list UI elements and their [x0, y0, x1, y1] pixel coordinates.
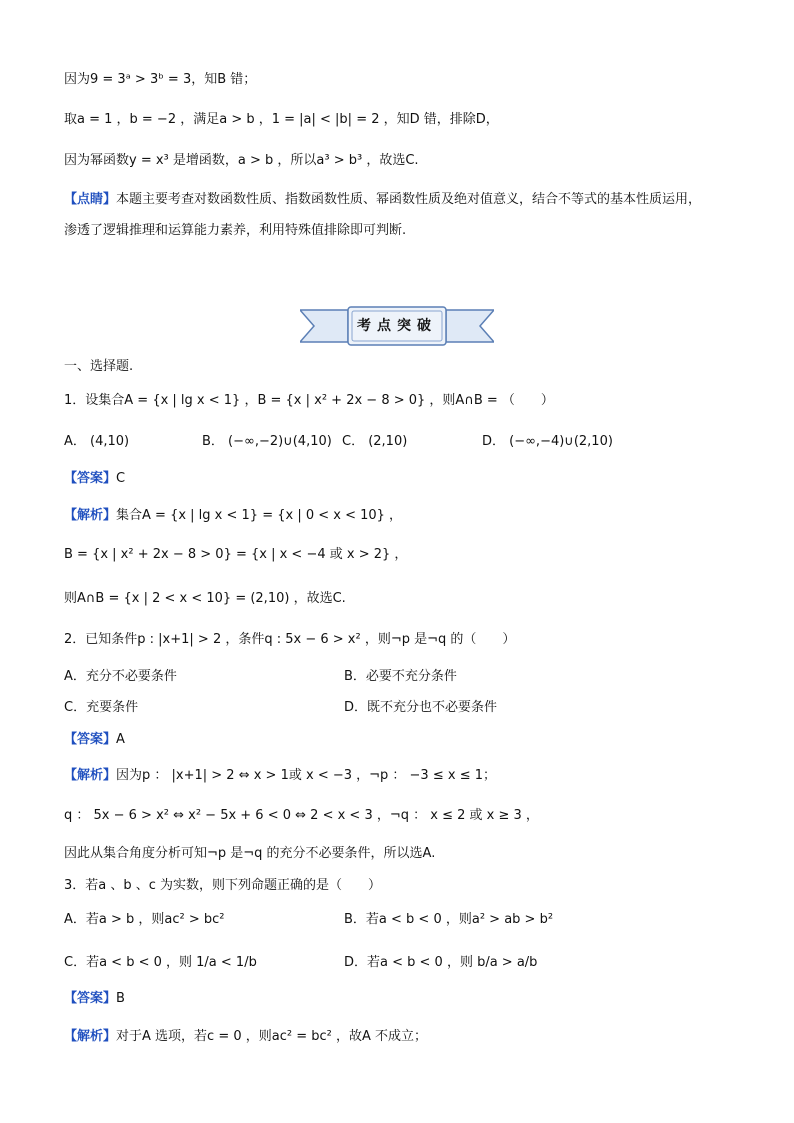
q2-stem: 2．已知条件p : |x+1| > 2 ，条件q : 5x − 6 > x² ，则¬p 是¬q 的（ ） [64, 632, 516, 647]
answer-value: B [116, 991, 125, 1006]
q3-analysis-1 [64, 1027, 427, 1047]
q1-analysis-3: 则A∩B = {x | 2 < x < 10} = (2,10) ，故选C. [64, 591, 346, 606]
q1-analysis-1 [64, 506, 402, 526]
dianjing-text-1: 本题主要考查对数函数性质、指数函数性质、幂函数性质及绝对值意义，结合不等式的基本性质运用， [116, 192, 702, 207]
q2-option-c: C．充要条件 [64, 700, 139, 715]
answer-tag: 【答案】 [64, 471, 117, 486]
section-heading: 一、选择题. [64, 359, 134, 374]
solution-line-1: 因为9 = 3ᵃ > 3ᵇ = 3，知B 错； [64, 72, 257, 87]
q1-stem: 1．设集合A = {x | lg x < 1} ，B = {x | x² + 2x − 8 > 0} ，则A∩B = （ ） [64, 393, 554, 408]
q1-analysis-2: B = {x | x² + 2x − 8 > 0} = {x | x < −4 或 x > 2} ， [64, 547, 408, 562]
analysis-tag: 【解析】 [64, 508, 117, 523]
solution-line-2: 取a = 1 ，b = −2 ，满足a > b ，1 = |a| < |b| = 2 ，知D 错，排除D， [64, 112, 499, 127]
analysis-text: 对于A 选项，若c = 0 ，则ac² = bc² ，故A 不成立； [116, 1029, 428, 1044]
q3-option-b: B．若a < b < 0 ，则a² > ab > b² [344, 912, 554, 927]
q3-option-d: D．若a < b < 0 ，则 b/a > a/b [344, 955, 538, 970]
q1-option-c: C． (2,10) [342, 434, 408, 449]
q2-answer [64, 730, 125, 750]
q1-option-d: D． (−∞,−4)∪(2,10) [482, 434, 613, 449]
analysis-text: 集合A = {x | lg x < 1} = {x | 0 < x < 10} ， [116, 508, 403, 523]
analysis-tag: 【解析】 [64, 768, 117, 783]
analysis-text: 因为p ： |x+1| > 2 ⇔ x > 1或 x < −3 ，¬p ： −3 ≤ x ≤ 1； [116, 768, 496, 783]
q2-option-a: A．充分不必要条件 [64, 669, 177, 684]
q2-analysis-2: q ： 5x − 6 > x² ⇔ x² − 5x + 6 < 0 ⇔ 2 < x < 3 ，¬q ： x ≤ 2 或 x ≥ 3 ， [64, 808, 539, 823]
q3-option-a: A．若a > b ，则ac² > bc² [64, 912, 225, 927]
answer-value: C [116, 471, 126, 486]
answer-tag: 【答案】 [64, 732, 117, 747]
q3-stem: 3．若a 、b 、c 为实数，则下列命题正确的是（ ） [64, 878, 382, 893]
q3-option-c: C．若a < b < 0 ，则 1/a < 1/b [64, 955, 257, 970]
answer-tag: 【答案】 [64, 991, 117, 1006]
solution-line-3: 因为幂函数y = x³ 是增函数，a > b ，所以a³ > b³ ，故选C. [64, 153, 419, 168]
q2-analysis-1 [64, 766, 496, 786]
dianjing-line-2: 渗透了逻辑推理和运算能力素养，利用特殊值排除即可判断. [64, 223, 407, 238]
answer-value: A [116, 732, 125, 747]
q1-option-a: A． (4,10) [64, 434, 130, 449]
dianjing-line-1 [64, 190, 701, 210]
q2-option-b: B．必要不充分条件 [344, 669, 457, 684]
banner-title: 考点突破 [357, 318, 437, 334]
section-banner [300, 306, 494, 346]
q1-answer [64, 469, 125, 489]
q3-answer [64, 989, 125, 1009]
analysis-tag: 【解析】 [64, 1029, 117, 1044]
q1-option-b: B． (−∞,−2)∪(4,10) [202, 434, 332, 449]
q2-analysis-3: 因此从集合角度分析可知¬p 是¬q 的充分不必要条件，所以选A. [64, 846, 436, 861]
dianjing-tag: 【点睛】 [64, 192, 117, 207]
q2-option-d: D．既不充分也不必要条件 [344, 700, 498, 715]
